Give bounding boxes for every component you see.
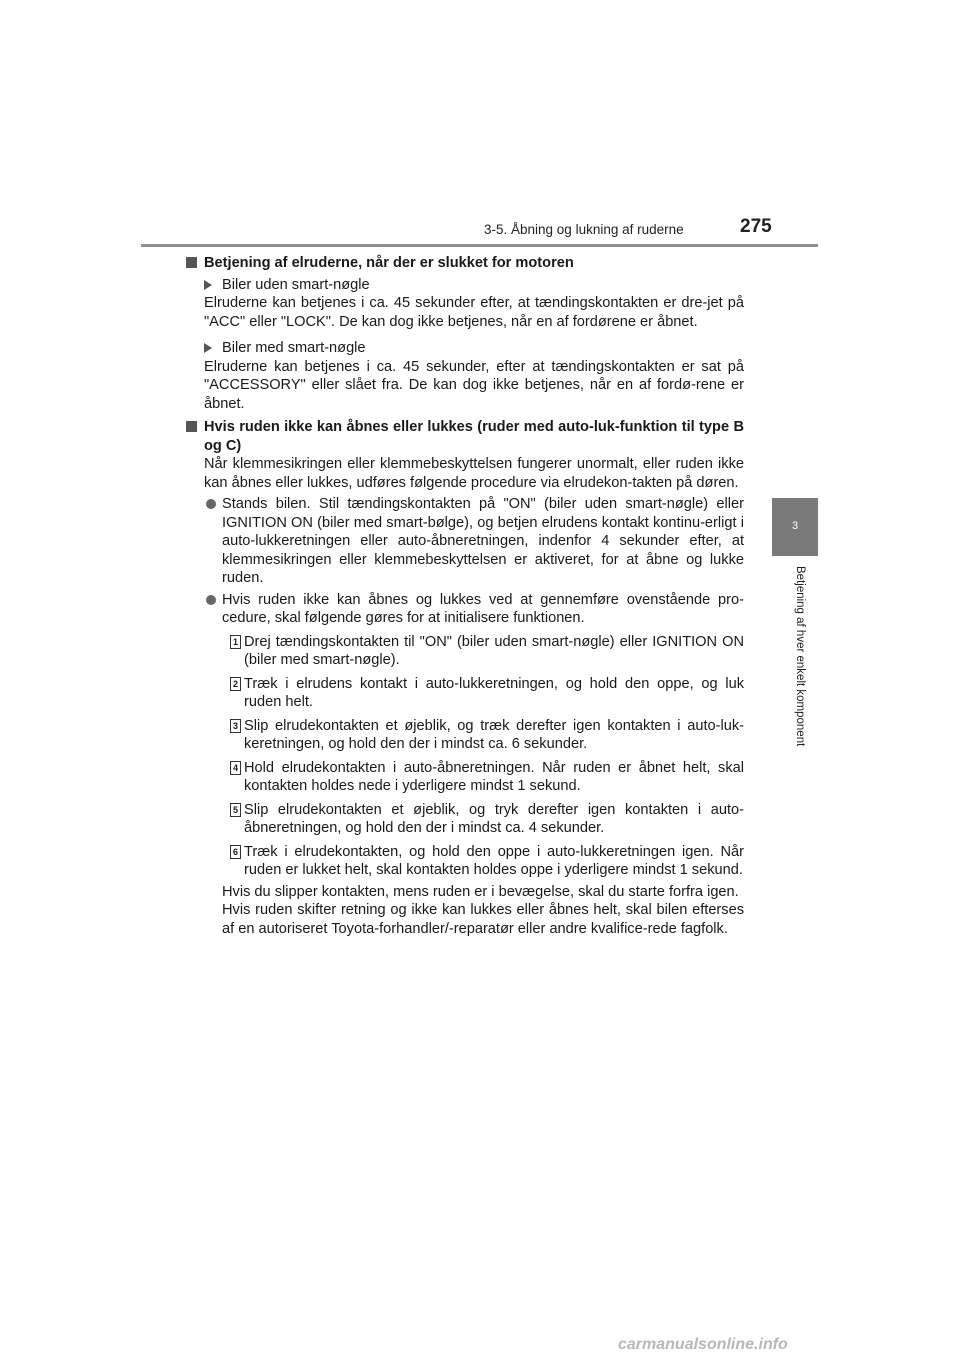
circle-bullet-icon xyxy=(206,595,216,605)
step-number: 2 xyxy=(230,677,241,691)
chapter-tab xyxy=(772,498,818,556)
chapter-number: 3 xyxy=(791,520,799,532)
triangle-bullet-icon xyxy=(204,343,212,353)
step-item xyxy=(204,675,744,712)
paragraph: Elruderne kan betjenes i ca. 45 sekunder, efter at tændingskontakten er sat på "ACCESSORY" eller slået fra. De kan dog ikke betjenes, når en af fordø-rene er åbnet. xyxy=(204,358,744,412)
section-heading-text: Hvis ruden ikke kan åbnes eller lukkes (ruder med auto-luk-funktion til type B og C) xyxy=(204,419,744,454)
step-text: Træk i elrudekontakten, og hold den oppe i auto-lukkeretningen igen. Når ruden er lukket helt, skal kontakten holdes oppe i yderligere mindst 1 sekund. xyxy=(244,843,744,878)
section-heading xyxy=(186,418,744,455)
watermark: carmanualsonline.info xyxy=(618,1336,788,1353)
square-bullet-icon xyxy=(186,257,197,268)
step-text: Slip elrudekontakten et øjeblik, og tryk derefter igen kontakten i auto-åbneretningen, og hold den der i mindst ca. 4 sekunder. xyxy=(244,801,744,836)
list-item xyxy=(204,591,744,628)
list-item-text: Stands bilen. Stil tændingskontakten på "ON" (biler uden smart-nøgle) eller IGNITION ON (biler med smart-bølge), og betjen elrudens kontakt kontinu-erligt i auto-lukkeretningen eller auto-åbneretningen, indenfor 4 sekunder efter, at klemmesikringen eller klemmebeskyttelsen er aktiveret, for at åbne og lukke ruden. xyxy=(222,496,744,586)
step-item xyxy=(204,759,744,796)
step-number: 1 xyxy=(230,635,241,649)
paragraph: Når klemmesikringen eller klemmebeskyttelsen fungerer unormalt, eller ruden ikke kan åbnes eller lukkes, udføres følgende procedure via elrudekon-takten på døren. xyxy=(204,456,744,491)
section-title: 3-5. Åbning og lukning af ruderne xyxy=(484,222,684,237)
section-heading xyxy=(186,254,744,273)
step-number: 6 xyxy=(230,845,241,859)
step-text: Drej tændingskontakten til "ON" (biler uden smart-nøgle) eller IGNITION ON (biler med smart-nøgle). xyxy=(244,633,744,668)
step-item xyxy=(204,717,744,754)
subheading xyxy=(188,276,744,295)
step-item xyxy=(204,801,744,838)
step-item xyxy=(204,843,744,880)
step-number: 5 xyxy=(230,803,241,817)
step-text: Slip elrudekontakten et øjeblik, og træk derefter igen kontakten i auto-luk-keretningen, og hold den der i mindst ca. 6 sekunder. xyxy=(244,717,744,752)
subheading xyxy=(188,339,744,358)
main-content xyxy=(204,254,744,938)
triangle-bullet-icon xyxy=(204,280,212,290)
section-heading-text: Betjening af elruderne, når der er slukket for motoren xyxy=(204,255,574,271)
note-text: Hvis ruden skifter retning og ikke kan lukkes eller åbnes helt, skal bilen efterses af en autoriseret Toyota-forhandler/-reparatør eller andre kvalifice-rede fagfolk. xyxy=(222,902,744,937)
step-number: 4 xyxy=(230,761,241,775)
note-text: Hvis du slipper kontakten, mens ruden er i bevægelse, skal du starte forfra igen. xyxy=(222,883,739,900)
square-bullet-icon xyxy=(186,421,197,432)
paragraph: Elruderne kan betjenes i ca. 45 sekunder efter, at tændingskontakten er dre-jet på "ACC" eller "LOCK". De kan dog ikke betjenes, når en af fordørene er åbnet. xyxy=(204,295,744,330)
subheading-text: Biler uden smart-nøgle xyxy=(222,276,370,293)
chapter-label: Betjening af hver enkelt komponent xyxy=(794,566,806,747)
step-text: Træk i elrudens kontakt i auto-lukkeretningen, og hold den oppe, og luk ruden helt. xyxy=(244,675,744,710)
step-text: Hold elrudekontakten i auto-åbneretningen. Når ruden er åbnet helt, skal kontakten holdes nede i yderligere mindst 1 sekund. xyxy=(244,759,744,794)
page-number: 275 xyxy=(740,216,772,237)
step-number: 3 xyxy=(230,719,241,733)
list-item-text: Hvis ruden ikke kan åbnes og lukkes ved at gennemføre ovenstående pro-cedure, skal følgende gøres for at initialisere funktionen. xyxy=(222,591,744,626)
list-item xyxy=(204,495,744,588)
circle-bullet-icon xyxy=(206,499,216,509)
subheading-text: Biler med smart-nøgle xyxy=(222,340,366,356)
step-item xyxy=(204,633,744,670)
header-divider xyxy=(141,244,818,247)
